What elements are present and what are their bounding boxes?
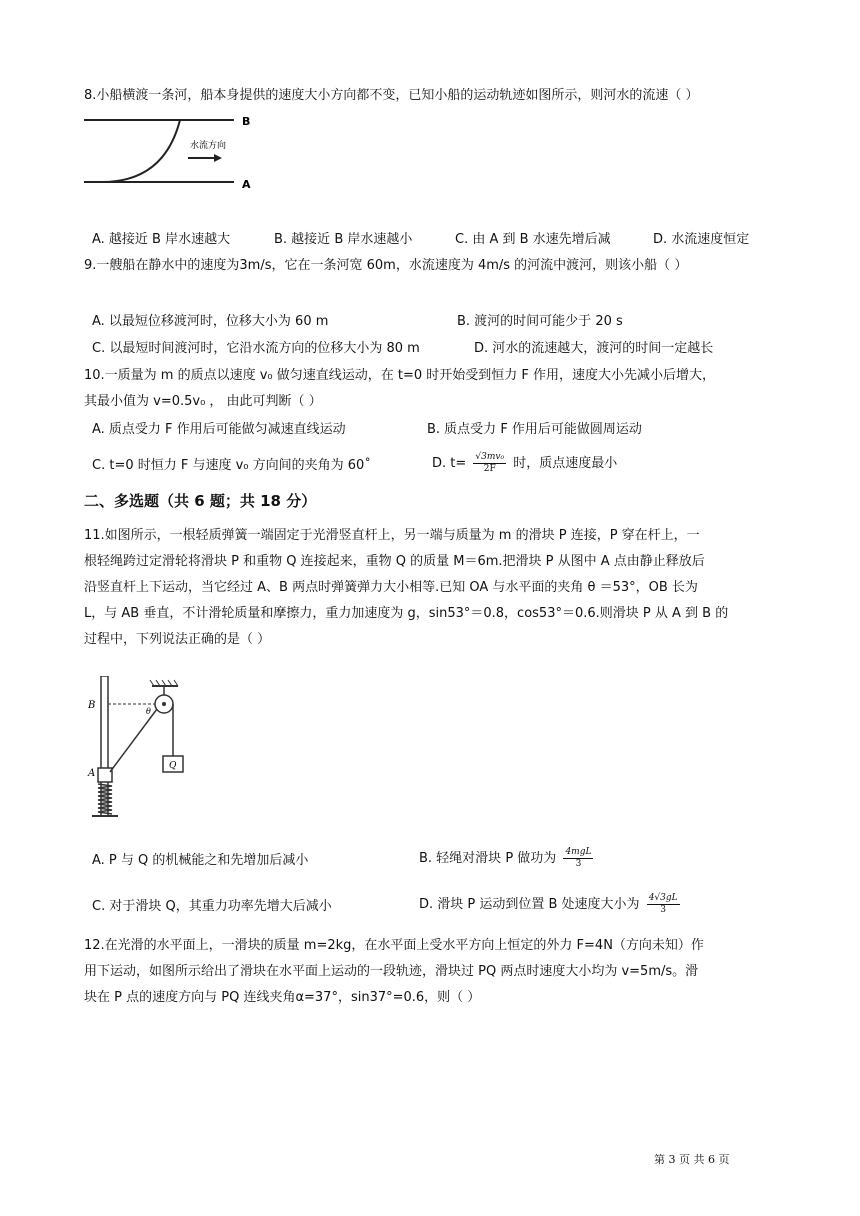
q10-option-d-numerator: √3mv₀ xyxy=(475,452,505,462)
bank-a-label: A xyxy=(242,178,251,191)
spring-pulley-figure xyxy=(84,676,204,826)
q12-stem-line: 12.在光滑的水平面上，一滑块的质量 m=2kg，在水平面上受水平方向上恒定的外力 F=4N（方向未知）作 xyxy=(84,938,704,953)
q11-option-b xyxy=(419,845,596,873)
q10-option-d-denominator: 2F xyxy=(483,464,496,474)
q10-stem-line1: 10.一质量为 m 的质点以速度 v₀ 做匀速直线运动，在 t=0 时开始受到恒力 F 作用，速度大小先减小后增大， xyxy=(84,368,716,383)
q8-option-a: A. 越接近 B 岸水速越大 xyxy=(92,232,231,247)
q11-option-d xyxy=(419,891,683,919)
q9-option-d: D. 河水的流速越大，渡河的时间一定越长 xyxy=(474,341,714,356)
q9-stem: 9.一艘船在静水中的速度为3m/s，它在一条河宽 60m，水流速度为 4m/s 的河流中渡河，则该小船（ ） xyxy=(84,258,688,273)
q11-stem-line: 过程中，下列说法正确的是（ ） xyxy=(84,632,271,647)
flow-arrow-icon xyxy=(214,154,222,162)
q8-option-d: D. 水流速度恒定 xyxy=(653,232,750,247)
angle-theta-label: θ xyxy=(146,707,151,716)
q11-option-d-fraction xyxy=(647,893,680,916)
q11-option-b-denominator: 3 xyxy=(575,859,582,869)
q8-stem: 8.小船横渡一条河，船本身提供的速度大小方向都不变，已知小船的运动轨迹如图所示，则河水的流速（ ） xyxy=(84,88,699,103)
q10-stem-line2: 其最小值为 v=0.5v₀ ， 由此可判断（ ） xyxy=(84,394,322,409)
q9-option-a: A. 以最短位移渡河时，位移大小为 60 m xyxy=(92,314,329,329)
q8-option-c: C. 由 A 到 B 水速先增后减 xyxy=(455,232,611,247)
q11-stem-line: 根轻绳跨过定滑轮将滑块 P 和重物 Q 连接起来，重物 Q 的质量 M＝6m.把滑块 P 从图中 A 点由静止释放后 xyxy=(84,554,705,569)
q11-option-d-numerator: 4√3gL xyxy=(648,893,678,903)
rope-to-p xyxy=(110,709,157,772)
q11-option-c: C. 对于滑块 Q，其重力功率先增大后减小 xyxy=(92,899,332,914)
q10-option-c: C. t=0 时恒力 F 与速度 v₀ 方向间的夹角为 60˚ xyxy=(92,458,371,473)
bank-b-label: B xyxy=(242,115,251,128)
q11-option-d-prefix: D. 滑块 P 运动到位置 B 处速度大小为 xyxy=(419,897,640,912)
q9-option-c: C. 以最短时间渡河时，它沿水流方向的位移大小为 80 m xyxy=(92,341,420,356)
pulley-axle xyxy=(162,702,166,706)
slider-p xyxy=(98,768,112,782)
q12-stem-line: 块在 P 点的速度方向与 PQ 连线夹角α=37°，sin37°=0.6，则（ ） xyxy=(84,990,481,1005)
spring xyxy=(98,784,112,814)
q10-option-b: B. 质点受力 F 作用后可能做圆周运动 xyxy=(427,422,642,437)
q11-stem-line: 11.如图所示，一根轻质弹簧一端固定于光滑竖直杆上，另一端与质量为 m 的滑块 P 连接，P 穿在杆上，一 xyxy=(84,528,700,543)
q10-option-d xyxy=(432,450,617,478)
q10-option-d-suffix: 时，质点速度最小 xyxy=(513,456,618,471)
q11-stem-line: L，与 AB 垂直，不计滑轮质量和摩擦力，重力加速度为 g，sin53°＝0.8，cos53°＝0.6.则滑块 P 从 A 到 B 的 xyxy=(84,606,729,621)
q12-stem xyxy=(84,933,704,1011)
river-trajectory-figure xyxy=(84,110,264,192)
q11-option-a: A. P 与 Q 的机械能之和先增加后减小 xyxy=(92,853,309,868)
page-number-footer: 第 3 页 共 6 页 xyxy=(654,1153,730,1166)
q11-stem xyxy=(84,523,728,653)
section-heading: 二、多选题（共 6 题；共 18 分） xyxy=(84,492,317,510)
q12-stem-line: 用下运动，如图所示给出了滑块在水平面上运动的一段轨迹，滑块过 PQ 两点时速度大小均为 v=5m/s。滑 xyxy=(84,964,699,979)
q11-stem-line: 沿竖直杆上下运动，当它经过 A、B 两点时弹簧弹力大小相等.已知 OA 与水平面的夹角 θ ＝53°，OB 长为 xyxy=(84,580,698,595)
boat-trajectory xyxy=(102,120,180,182)
q8-option-b: B. 越接近 B 岸水速越小 xyxy=(274,232,413,247)
q10-option-d-fraction xyxy=(473,452,506,475)
weight-q-label: Q xyxy=(169,761,177,771)
point-b-label: B xyxy=(88,700,96,711)
q11-option-b-fraction xyxy=(563,847,593,870)
q9-option-b: B. 渡河的时间可能少于 20 s xyxy=(457,314,623,329)
point-a-label: A xyxy=(88,768,96,779)
q10-option-a: A. 质点受力 F 作用后可能做匀减速直线运动 xyxy=(92,422,346,437)
q11-option-d-denominator: 3 xyxy=(660,905,667,915)
flow-label: 水流方向 xyxy=(190,141,227,151)
q11-option-b-prefix: B. 轻绳对滑块 P 做功为 xyxy=(419,851,557,866)
q10-option-d-prefix: D. t= xyxy=(432,456,467,471)
q11-option-b-numerator: 4mgL xyxy=(565,847,592,857)
